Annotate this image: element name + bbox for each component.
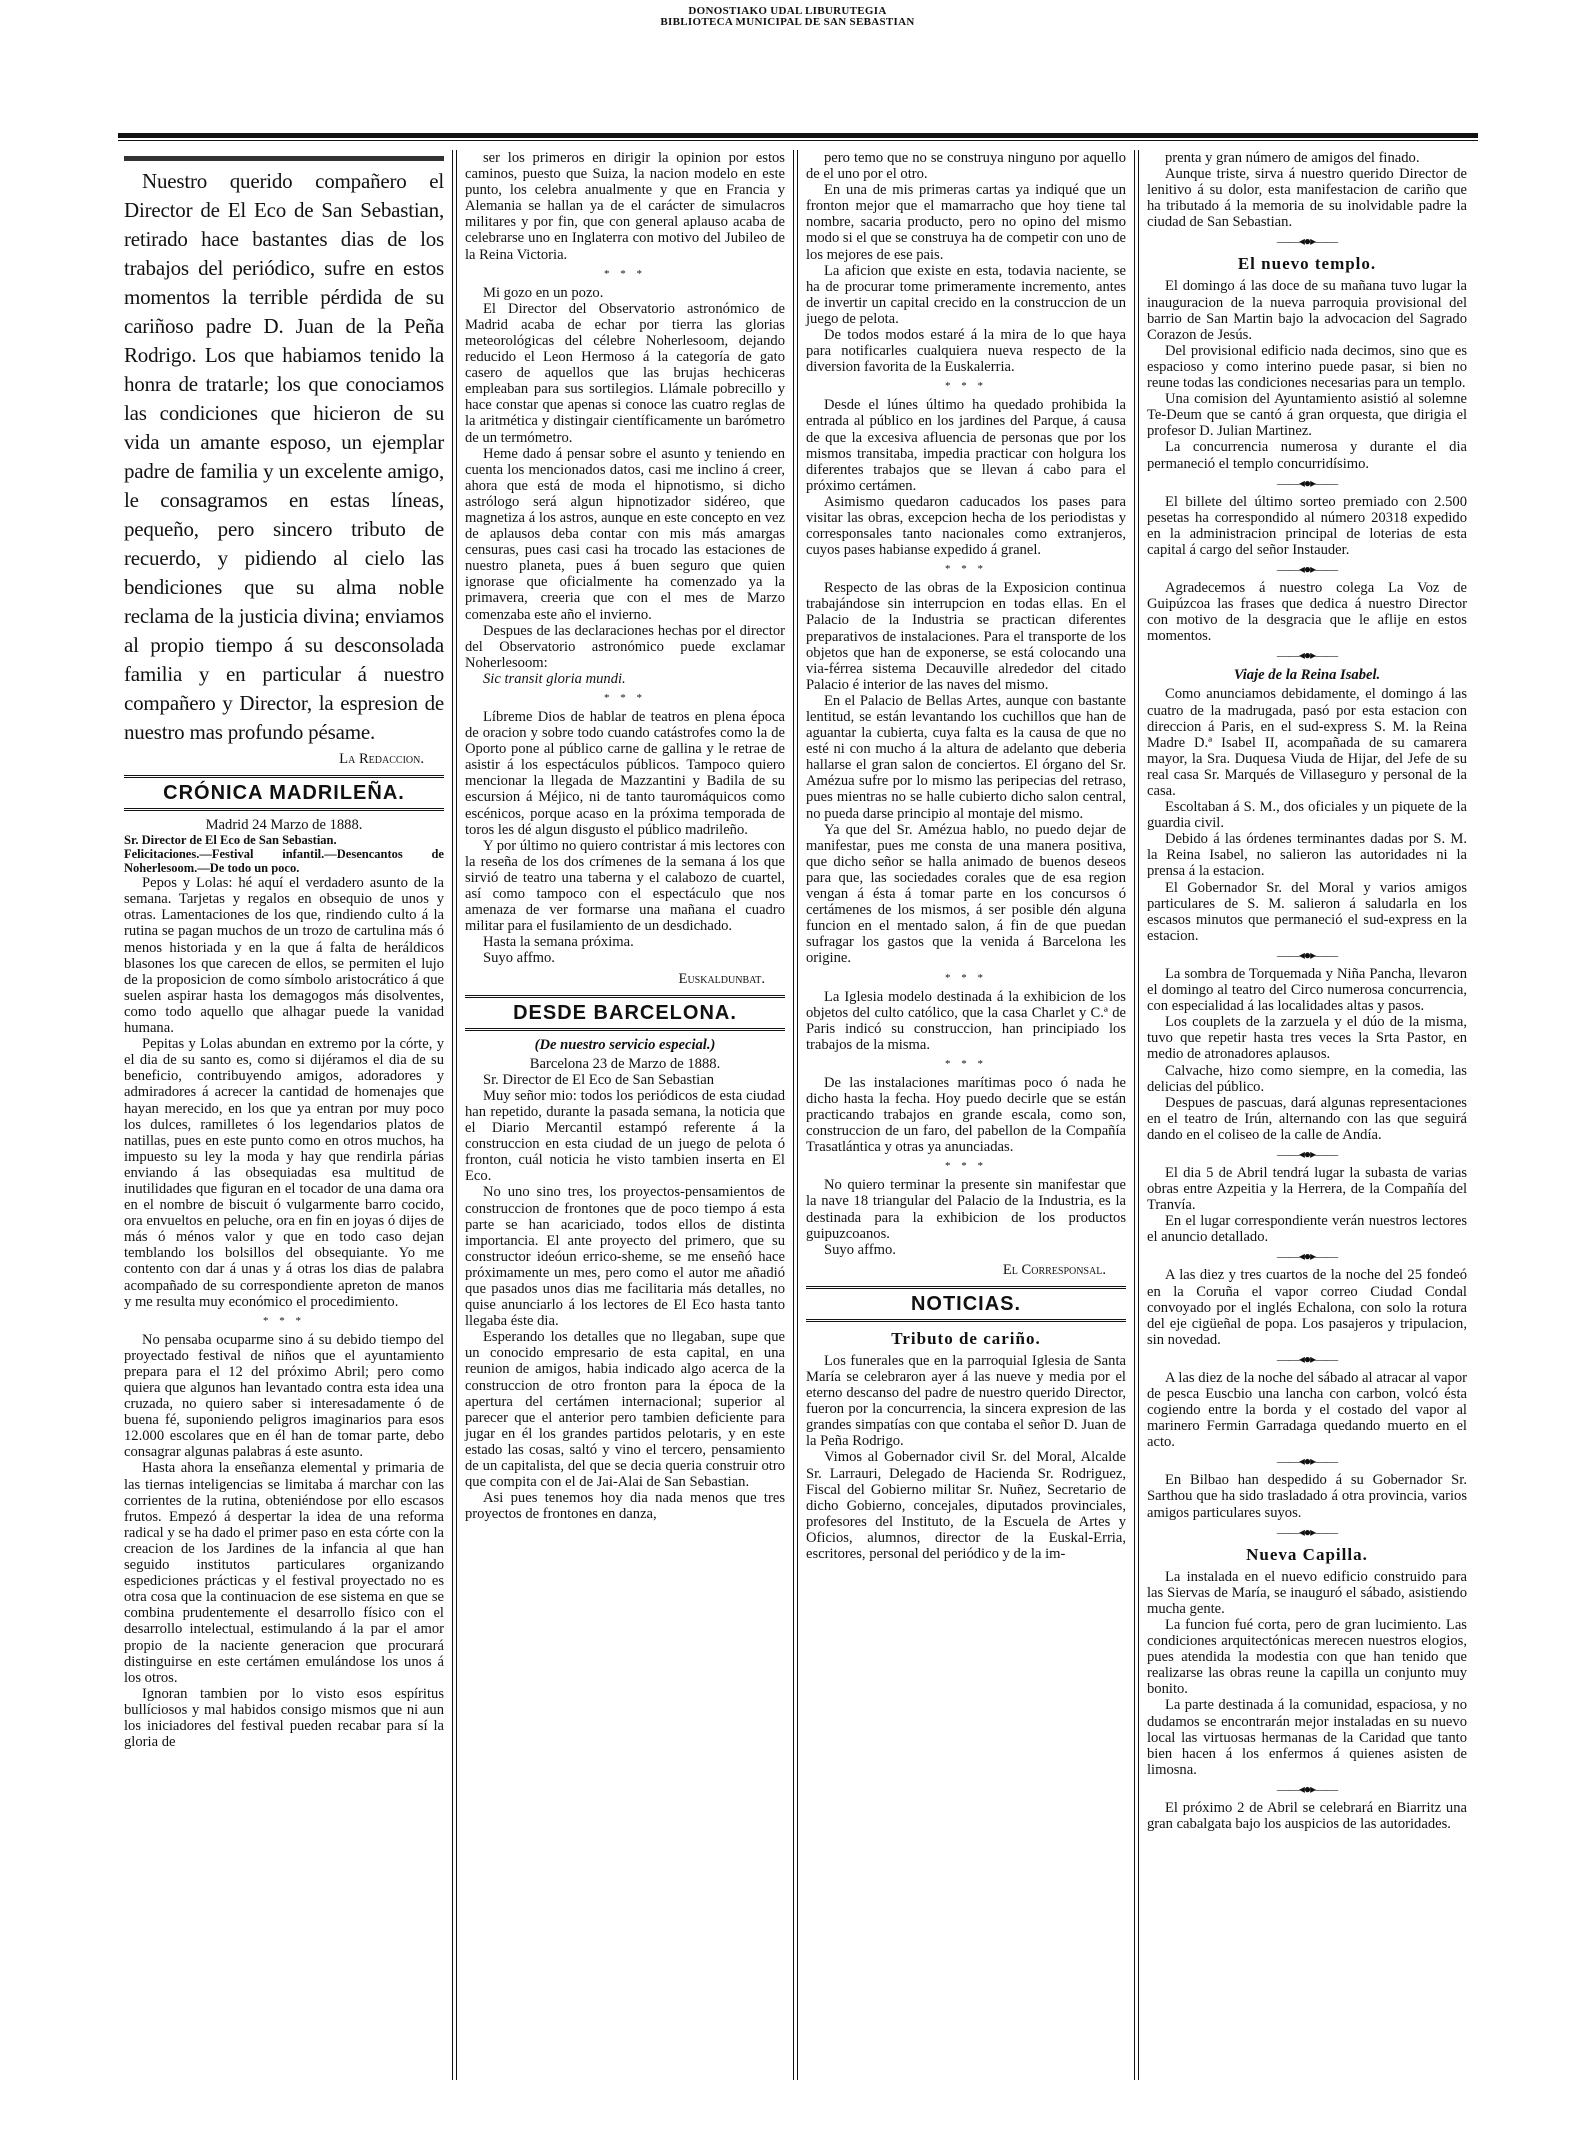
paragraph: Debido á las órdenes terminantes dadas por S. M. la Reina Isabel, no salieron las autoridades ni la prensa á la estacion. <box>1147 831 1467 880</box>
column-2 <box>459 150 791 2080</box>
paragraph: Agradecemos á nuestro colega La Voz de Guipúzcoa las frases que dedica á nuestro Director con motivo de la desgracia que le aflije en estos momentos. <box>1147 579 1467 645</box>
masthead-rule-thin <box>118 140 1478 141</box>
paragraph: El Gobernador Sr. del Moral y varios amigos particulares de S. M. salieron á saludarla en los escasos minutos que permaneció el sud-express en la estacion. <box>1147 879 1467 944</box>
paragraph: Ya que del Sr. Amézua hablo, no puedo dejar de manifestar, pues me consta de una manera positiva, que dicho señor se halla animado de buenos deseos para que, las sociedades corales que de esa region vengan á ésta á tomar parte en los concursos ó certámenes de los mismos, á ser posible dén alguna funcion en el mentado salon, á fin de que puedan sufragar los gastos que la venida á Barcelona les origine. <box>806 821 1126 967</box>
asterism-separator: * * * <box>945 380 987 393</box>
paragraph: Muy señor mio: todos los periódicos de esta ciudad han repetido, durante la pasada semana, la noticia que el Diario Mercantil estampó referente á la construccion en esta ciudad de un juego de pelota ó fronton, cuál noticia he visto tambien inserta en El Eco. <box>465 1087 785 1185</box>
paragraph: pero temo que no se construya ninguno por aquello de el uno por el otro. <box>806 150 1126 183</box>
italic-quote: Sic transit gloria mundi. <box>483 670 626 687</box>
paragraph: La aficion que existe en esta, todavia naciente, se ha de procurar tome primeramente incremento, antes de invertir un capital crecido en la construccion de un juego de pelota. <box>806 262 1126 327</box>
paragraph: Y por último no quiero contristar á mis lectores con la reseña de los dos crímenes de la semana á los que sirvió de teatro una taberna y el calabozo de cuartel, así como tampoco con el espectáculo que nos amenaza de ver formarse una mañana el cuadro militar para el fusilamiento de un desdichado. <box>465 837 785 935</box>
paragraph: Suyo affmo. <box>483 950 555 967</box>
paragraph: El próximo 2 de Abril se celebrará en Biarritz una gran cabalgata bajo los auspicios de las autoridades. <box>1147 1799 1467 1832</box>
section-heading: CRÓNICA MADRILEÑA. <box>124 775 444 811</box>
paragraph: Esperando los detalles que no llegaban, supe que un conocido empresario de esta capital, en una reunion de amigos, habia indicado algo acerca de la construccion de otro fronton para la época de la apertura del certámen internacional; superior al parecer que el anterior pero tambien deficiente para jugar en él los grandes partidos pelotaris, y en este estado las cosas, saltó y vino el tercero, pensamiento de un capitalista, del que se decia queria construir otro que compita con el de Jai-Alai de San Sebastian. <box>465 1329 785 1491</box>
article-subheading: Viaje de la Reina Isabel. <box>1233 667 1381 684</box>
paragraph: La funcion fué corta, pero de gran lucimiento. Las condiciones arquitectónicas merecen nuestros elogios, pues atendida la modestia con que han tenido que realizarse las obras reune la capilla un conjunto muy bonito. <box>1147 1616 1467 1698</box>
article-heading: Tributo de cariño. <box>891 1328 1041 1348</box>
asterism-separator: * * * <box>945 971 987 984</box>
article-subheading: (De nuestro servicio especial.) <box>534 1036 716 1053</box>
ornament-separator: ——◂●▸—— <box>1276 1249 1338 1264</box>
column-1 <box>118 150 450 2080</box>
asterism-separator: * * * <box>945 1057 987 1070</box>
ornament-separator: ——◂●▸—— <box>1276 561 1338 576</box>
paragraph: Suyo affmo. <box>824 1241 896 1258</box>
column-divider <box>793 150 798 2080</box>
column-divider <box>1134 150 1139 2080</box>
ornament-separator: ——◂●▸—— <box>1276 1351 1338 1366</box>
asterism-separator: * * * <box>945 1160 987 1173</box>
section-heading: DESDE BARCELONA. <box>465 995 785 1031</box>
library-stamp-line: BIBLIOTECA MUNICIPAL DE SAN SEBASTIAN <box>660 16 915 28</box>
paragraph: En el Palacio de Bellas Artes, aunque con bastante lentitud, se están levantando los cuchillos que han de aguantar la cubierta, cuya falta es la causa de que no esté ni con mucho á la altura de adelanto que deberia hallarse el gran salon de conciertos. El órgano del Sr. Amézua sufre por lo mismo las peripecias del retraso, pues mientras no se halle cubierto dicho salon central, no pueda darse principio al montaje del mismo. <box>806 692 1126 822</box>
ornament-separator: ——◂●▸—— <box>1276 648 1338 663</box>
asterism-separator: * * * <box>604 692 646 704</box>
asterism-separator: * * * <box>263 1314 305 1327</box>
dateline: Madrid 24 Marzo de 1888. <box>205 817 363 834</box>
paragraph: A las diez y tres cuartos de la noche del 25 fondeó en la Coruña el vapor correo Ciudad Condal convoyado por el inglés Echalona, con solo la rotura del eje cigüeñal de popa. Los pasajeros y tripulacion, sin novedad. <box>1147 1267 1467 1348</box>
article-heading: El nuevo templo. <box>1237 254 1377 274</box>
paragraph: De todos modos estaré á la mira de lo que haya para notificarles cualquiera nueva respecto de la diversion favorita de la Euskalerria. <box>806 327 1126 376</box>
paragraph: En una de mis primeras cartas ya indiqué que un fronton mejor que el mamarracho que hoy tiene tal nombre, sacaria producto, pero no opino del mismo modo si el que se construya ha de competir con uno de los mejores de ese pais. <box>806 182 1126 263</box>
paragraph: Vimos al Gobernador civil Sr. del Moral, Alcalde Sr. Larrauri, Delegado de Hacienda Sr. Rodriguez, Fiscal del Gobierno militar Sr. Nuñez, Secretario de dicho Gobierno, concejales, diputados provinciales, profesores del Instituto, de la Escuela de Artes y Oficios, alumnos, director de la Euskal-Erria, escritores, personal del periódico y de la im- <box>806 1449 1126 1563</box>
paragraph: Escoltaban á S. M., dos oficiales y un piquete de la guardia civil. <box>1147 799 1467 832</box>
paragraph: La parte destinada á la comunidad, espaciosa, y no dudamos se encontrarán mejor instaladas en su nuevo local las virtuosas hermanas de la Caridad que tanto bien hacen á los enfermos á quienes asisten de limosna. <box>1147 1697 1467 1778</box>
paragraph: Asimismo quedaron caducados los pases para visitar las obras, excepcion hecha de los periodistas y corresponsales tanto nacionales como extranjeros, cuyos pases habianse expedido á granel. <box>806 493 1126 559</box>
paragraph: ser los primeros en dirigir la opinion por estos caminos, puesto que Suiza, la nacion modelo en este punto, los celebra anualmente y que en Francia y Alemania se hallan ya de el carácter de simulacros militares y por fin, que con general aplauso acaba de celebrarse uno en Inglaterra con motivo del Jubileo de la Reina Victoria. <box>465 150 785 263</box>
paragraph: La sombra de Torquemada y Niña Pancha, llevaron el domingo al teatro del Circo numerosa concurrencia, con especialidad á las localidades altas y pasos. <box>1147 965 1467 1015</box>
paragraph: No pensaba ocuparme sino á su debido tiempo del proyectado festival de niños que el ayuntamiento prepara para el 12 del próximo Abril; pero como quiera que algunos han levantado contra esta idea una cruzada, no quiero saber si interesadamente ó de buena fé, suponiendo peligros imaginarios para esos 12.000 escolares que en él han de tomar parte, debo consagrar algunas palabras á este asunto. <box>124 1331 444 1461</box>
ornament-separator: ——◂●▸—— <box>1276 1524 1338 1539</box>
paragraph: No quiero terminar la presente sin manifestar que la nave 18 triangular del Palacio de la Industria, es la destinada para la exhibicion de los productos guipuzcoanos. <box>806 1177 1126 1242</box>
paragraph: Desde el lúnes último ha quedado prohibida la entrada al público en los jardines del Parque, á causa de que la excesiva afluencia de personas que por los mismos transitaba, impedia practicar con holgura los diferentes trabajos que se llevan á cabo para el próximo certámen. <box>806 397 1126 494</box>
signature: El Corresponsal. <box>1002 1261 1106 1278</box>
paragraph: El domingo á las doce de su mañana tuvo lugar la inauguracion de la nueva parroquia provisional del barrio de San Martin bajo la advocacion del Sagrado Corazon de Jesús. <box>1147 278 1467 343</box>
paragraph: Calvache, hizo como siempre, en la comedia, las delicias del público. <box>1147 1062 1467 1095</box>
paragraph: prenta y gran número de amigos del finado. <box>1165 150 1420 166</box>
article-meta: Sr. Director de El Eco de San Sebastian. <box>124 833 337 848</box>
signature: La Redaccion. <box>339 751 424 767</box>
column-divider <box>452 150 457 2080</box>
paragraph: Aunque triste, sirva á nuestro querido Director de lenitivo á su dolor, esta manifestacion de cariño que ha tributado á la memoria de su inolvidable padre la ciudad de San Sebastian. <box>1147 166 1467 231</box>
paragraph: En el lugar correspondiente verán nuestros lectores el anuncio detallado. <box>1147 1213 1467 1246</box>
library-stamp <box>0 6 1575 28</box>
ornament-separator: ——◂●▸—— <box>1276 234 1338 249</box>
paragraph: Pepos y Lolas: hé aquí el verdadero asunto de la semana. Tarjetas y regalos en obsequio de unos y otras. Lamentaciones de los que, rindiendo culto á la rutina se pagan muchos de un trozo de cartulina más ó menos historiada y en la que á falta de heráldicos blasones los que carecen de ellos, se permiten el lujo de la proposicion de como símbolo aristocrático á que suelen aspirar hasta los demagogos más disolventes, como todo aquello que alhagar puede la vanidad humana. <box>124 875 444 1037</box>
paragraph: Los funerales que en la parroquial Iglesia de Santa María se celebraron ayer á las nueve y media por el eterno descanso del padre de nuestro querido Director, fueron por la concurrencia, la sincera expresion de las grandes simpatías con que contaba el señor D. Juan de la Peña Rodrigo. <box>806 1352 1126 1450</box>
ornament-separator: ——◂●▸—— <box>1276 1454 1338 1469</box>
paragraph: Una comision del Ayuntamiento asistió al solemne Te-Deum que se cantó á gran orquesta, que dirigia el profesor D. Julian Martinez. <box>1147 391 1467 440</box>
ornament-separator: ——◂●▸—— <box>1276 1146 1338 1161</box>
ornament-separator: ——◂●▸—— <box>1276 475 1338 490</box>
masthead-rule <box>118 133 1478 138</box>
newspaper-columns <box>118 150 1478 2080</box>
paragraph: Como anunciamos debidamente, el domingo á las cuatro de la madrugada, pasó por esta estacion con direccion á Paris, en el sud-express S. M. la Reina Madre D.ª Isabel II, acompañada de su camarera mayor, la Sra. Duquesa Viuda de Hijar, del Jefe de su real casa Sr. Marqués de Villaseguro y personal de la casa. <box>1147 686 1467 799</box>
paragraph: En Bilbao han despedido á su Gobernador Sr. Sarthou que ha sido trasladado á otra provincia, varios amigos particulares suyos. <box>1147 1472 1467 1521</box>
paragraph: Ignoran tambien por lo visto esos espíritus bullíciosos y mal habidos consigo mismos que ni aun los iniciadores del festival pueden recabar para sí la gloria de <box>124 1685 444 1751</box>
paragraph: A las diez de la noche del sábado al atracar al vapor de pesca Euscbio una lancha con carbon, volcó ésta cogiendo entre la borda y el costado del vapor al marinero Fermin Garradaga quedando muerto en el acto. <box>1147 1369 1467 1451</box>
paragraph: Respecto de las obras de la Exposicion continua trabajándose sin interrupcion en todas ellas. En el Palacio de la Industria se practican diferentes preparativos de instalaciones. Para el transporte de los objetos que han de exponerse, se está colocando una via-férrea sistema Decauville alrededor del citado Palacio é interior de las naves del mismo. <box>806 580 1126 693</box>
paragraph: Hasta ahora la enseñanza elemental y primaria de las tiernas inteligencias se limitaba á marchar con las corrientes de la rutina, obteniéndose por ello escasos frutos. Empezó á despertar la idea de una reforma radical y se ha dado el primer paso en esta córte con la creacion de los Jardines de la infancia al que han seguido institutos particulares organizando espediciones prácticas y el festival proyectado no es otra cosa que la continuacion de ese sistema en que se combina prudentemente el desarrollo físico con el desarrollo intelectual, estimulando á la par el amor propio de la naciente generacion que procurará distinguirse en este certámen emulándose los unos á los otros. <box>124 1460 444 1686</box>
dateline: Barcelona 23 de Marzo de 1888. <box>529 1055 721 1072</box>
asterism-separator: * * * <box>604 267 646 280</box>
library-stamp-line: DONOSTIAKO UDAL LIBURUTEGIA <box>688 5 887 17</box>
article-meta: Felicitaciones.—Festival infantil.—Desencantos de Noherlesoom.—De todo un poco. <box>124 847 444 876</box>
paragraph: Del provisional edificio nada decimos, sino que es espacioso y como interino puede pasar, si bien no reune todas las condiciones necesarias para un templo. <box>1147 342 1467 392</box>
article-heading: Nueva Capilla. <box>1246 1544 1368 1564</box>
paragraph: No uno sino tres, los proyectos-pensamientos de construccion de frontones que de poco tiempo á esta parte se han acariciado, todos ellos de distinta importancia. El ante proyecto del primero, que su constructor ideóun errico-sheme, se me enseñó hace próximamente un mes, pero como el autor me añadió que pasados unos dias me facilitaria más detalles, no quise anunciarlo á los lectores de El Eco hasta tanto llegaba éste dia. <box>465 1184 785 1330</box>
paragraph: Los couplets de la zarzuela y el dúo de la misma, tuvo que repetir hasta tres veces la Srta Pastor, en medio de atronadores aplausos. <box>1147 1014 1467 1063</box>
asterism-separator: * * * <box>945 563 987 576</box>
ornament-separator: ——◂●▸—— <box>1276 1781 1338 1796</box>
paragraph: Despues de las declaraciones hechas por el director del Observatorio astronómico puede exclamar Noherlesoom: <box>465 622 785 671</box>
section-heading: NOTICIAS. <box>806 1286 1126 1322</box>
paragraph: Asi pues tenemos hoy dia nada menos que tres proyectos de frontones en danza, <box>465 1490 785 1523</box>
paragraph: Mi gozo en un pozo. <box>483 284 604 301</box>
column-4 <box>1141 150 1473 2080</box>
paragraph: Hasta la semana próxima. <box>483 934 634 951</box>
paragraph: La instalada en el nuevo edificio construido para las Siervas de María, se inauguró el sábado, asistiendo mucha gente. <box>1147 1568 1467 1617</box>
intro-paragraph: Nuestro querido compañero el Director de El Eco de San Sebastian, retirado hace bastantes dias de los trabajos del periódico, sufre en estos momentos la terrible pérdida de su cariñoso padre D. Juan de la Peña Rodrigo. Los que habiamos tenido la honra de tratarle; los que conociamos las condiciones que hicieron de su vida un amante esposo, un ejemplar padre de familia y un excelente amigo, le consagramos en estas líneas, pequeño, pero sincero tributo de recuerdo, y pidiendo al cielo las bendiciones que su alma noble reclama de la justicia divina; enviamos al propio tiempo á su desconsolada familia y en particular á nuestro compañero y Director, la espresion de nuestro mas profundo pésame. <box>124 169 444 744</box>
paragraph: De las instalaciones marítimas poco ó nada he dicho hasta la fecha. Hoy puedo decirle que se están practicando trabajos en grande escala, como son, construccion de un faro, del pabellon de la Compañía Trasatlántica y otras ya anunciadas. <box>806 1074 1126 1156</box>
paragraph: Líbreme Dios de hablar de teatros en plena época de oracion y sobre todo cuando catástrofes como la de Oporto pone al público carne de gallina y le retrae de asistir á los espectáculos públicos. Tampoco quiero mencionar la llegada de Mazzantini y Badila de su escursion á Méjico, ni de tanto tauromáquicos como escénicos, porque acaso en la próxima temporada de toros les dé algun disgusto el público madrileño. <box>465 709 785 838</box>
ornament-separator: ——◂●▸—— <box>1276 947 1338 962</box>
column-3 <box>800 150 1132 2080</box>
signature: Euskaldunbat. <box>678 970 765 987</box>
paragraph: El dia 5 de Abril tendrá lugar la subasta de varias obras entre Azpeitia y la Herrera, de la Compañía del Tranvía. <box>1147 1164 1467 1214</box>
paragraph: El billete del último sorteo premiado con 2.500 pesetas ha correspondido al número 20318 expedido en la administracion principal de loterias de esta capital á cargo del señor Instauder. <box>1147 493 1467 558</box>
paragraph: Heme dado á pensar sobre el asunto y teniendo en cuenta los mencionados datos, casi me inclino á creer, ahora que está de moda el hipnotismo, si dicho astrólogo será algun hipnotizador sidéreo, que magnetiza á los astros, aunque en este concepto en vez de aplausos deba contar con mis más amargas censuras, pues casi casi ha trocado las estaciones de nuestro planeta, pues á buen seguro que quien ignorase que oficialmente ha comenzado ya la primavera, creeria que con el mes de Marzo comenzaba este año el invierno. <box>465 445 785 623</box>
paragraph: Sr. Director de El Eco de San Sebastian <box>483 1071 715 1088</box>
decorative-rule <box>124 156 444 161</box>
paragraph: Pepitas y Lolas abundan en extremo por la córte, y el dia de su santo es, como si dijéramos el dia de su beneficio, contribuyendo amigos, adoradores y admiradores á acrecer la cantidad de homenajes que hayan merecido, en los que ya entran por muy poco los dulces, ramilletes ó los legendarios platos de natillas, pues en este punto como en otros muchos, ha impuesto su ley la moda y hay que rendirla párias enviando á las obsequiadas esa multitud de inutilidades que figuran en el tocador de una dama ora en el nombre de biscuit ó vulgarmente barro cocido, ora envueltos en peluche, ora en fin en joyas ó dijes de más ó ménos valor y que en todo caso dejan temblando los bolsillos del obsequiante. Yo me contento con dar á unas y á otras los dias de palabra acompañado de su correspondiente apreton de manos y me resulta muy económico el procedimiento. <box>124 1036 444 1310</box>
paragraph: La concurrencia numerosa y durante el dia permaneció el templo concurridísimo. <box>1147 439 1467 472</box>
paragraph: La Iglesia modelo destinada á la exhibicion de los objetos del culto católico, que la casa Charlet y C.ª de Paris indicó su construccion, han principiado los trabajos de la misma. <box>806 988 1126 1053</box>
paragraph: El Director del Observatorio astronómico de Madrid acaba de echar por tierra las glorias meteorológicas del célebre Noherlesoom, dejando reducido el Leon Hermoso á la categoría de gato casero de aquellos que las brujas hechiceras empleaban para sus sortilegios. Llámale pobrecillo y hace constar que apenas si conoce las cuatro reglas de la aritmética y distingair científicamente un barómetro de un termómetro. <box>465 300 785 446</box>
paragraph: Despues de pascuas, dará algunas representaciones en el teatro de Irún, alternando con las que seguirá dando en el coliseo de la calle de Andía. <box>1147 1094 1467 1143</box>
